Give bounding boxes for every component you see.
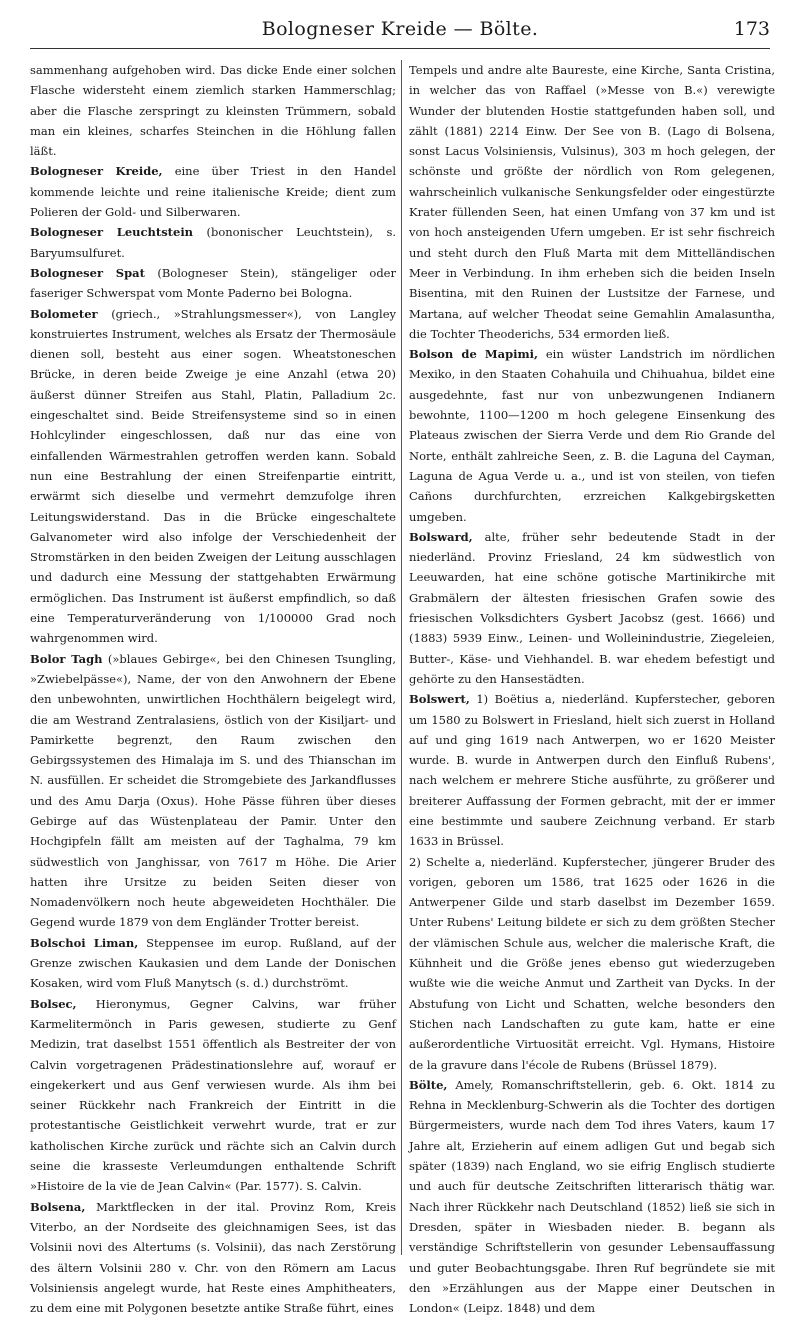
dictionary-entry: [30, 933, 396, 994]
dictionary-entry: [30, 649, 396, 933]
entry-headword: Bolsward,: [409, 529, 473, 544]
dictionary-entry: [409, 852, 775, 1075]
dictionary-entry: [409, 1075, 775, 1318]
right-column: [409, 60, 776, 1316]
entry-headword: Bolsec,: [30, 996, 77, 1011]
dictionary-entry: [409, 527, 775, 689]
entry-text: 2) Schelte a, niederländ. Kupferstecher, jüngerer Bruder des vorigen, geboren um 1586, trat 1625 oder 1626 in die Antwerpener Gilde und starb daselbst im Dezember 1659. Unter Rubens' Leitung bildete er sich zu dem größten Stecher der vlämischen Schule aus, welcher die malerische Kraft, die Kühnheit und die Größe jenes ebenso gut wiederzugeben wußte wie die weiche Anmut und Zartheit van Dycks. In der Abstufung von Licht und Schatten, welche besonders den Stichen nach Landschaften zu gute kam, hatte er eine außerordentliche Virtuosität erreicht. Vgl. Hymans, Histoire de la gravure dans l'école de Rubens (Brüssel 1879).: [409, 854, 775, 1072]
entry-headword: Bolson de Mapimi,: [409, 347, 539, 362]
entry-text: eine über Triest in den Handel kommende leichte und reine italienische Kreide; dient zum Polieren der Gold- und Silberwaren.: [30, 164, 397, 220]
entry-text: Amely, Romanschriftstellerin, geb. 6. Okt. 1814 zu Rehna in Mecklenburg-Schwerin als die Tochter des dortigen Bürgermeisters, wurde nach dem Tod ihres Vaters, kaum 17 Jahre alt, Erzieherin auf einem adligen Gut und begab sich später (1839) nach England, wo sie eifrig Englisch studierte und auch für deutsche Zeitschriften litterarisch thätig war. Nach ihrer Rückkehr nach Deutschland (1852) ließ sie sich in Dresden, später in Wiesbaden nieder. B. begann als verständige Schriftstellerin von gesunder Lebensauffassung und guter Beobachtungsgabe. Ihren Ruf begründete sie mit den »Erzählungen aus der Mappe einer Deutschen in London« (Leipz. 1848) und dem: [409, 1077, 776, 1316]
entry-text: 1) Boëtius a, niederländ. Kupferstecher, geboren um 1580 zu Bolswert in Friesland, hielt sich zuerst in Holland auf und ging 1619 nach Antwerpen, wo er 1620 Meister wurde. B. wurde in Antwerpen durch den Einfluß Rubens', nach welchem er mehrere Stiche ausführte, zu größerer und breiterer Auffassung der Formen gebracht, mit der er immer eine bestimmte und saubere Zeichnung verband. Er starb 1633 in Brüssel.: [409, 692, 776, 849]
running-title: Bologneser Kreide — Bölte.: [261, 18, 539, 40]
dictionary-entry: [409, 689, 775, 851]
dictionary-entry: [409, 344, 775, 527]
entry-headword: Bolswert,: [409, 692, 470, 707]
entry-headword: Bologneser Leuchtstein: [30, 225, 194, 240]
entry-text: alte, früher sehr bedeutende Stadt in der niederländ. Provinz Friesland, 24 km südwestlich von Leeuwarden, hat eine schöne gotische Martinikirche mit Grabmälern der ältesten friesischen Grafen sowie des friesischen Volksdichters Gysbert Jacobsz (gest. 1666) und (1883) 5939 Einw., Leinen- und Wolleinindustrie, Ziegeleien, Butter-, Käse- und Viehhandel. B. war ehedem befestigt und gehörte zu den Hansestädten.: [409, 529, 775, 686]
dictionary-entry: [30, 304, 396, 649]
dictionary-entry: [409, 60, 775, 344]
dictionary-entry: [30, 222, 396, 263]
entry-text: (Bologneser Stein), stängeliger oder faseriger Schwerspat vom Monte Paderno bei Bologna.: [30, 265, 396, 301]
entry-text: sammenhang aufgehoben wird. Das dicke Ende einer solchen Flasche widersteht einem ziemlich starken Hammerschlag; aber die Flasche zerspringt zu kleinsten Trümmern, sobald man ein kleines, scharfes Steinchen in die Höhlung fallen läßt.: [30, 63, 396, 159]
entry-text: (griech., »Strahlungsmesser«), von Langley konstruiertes Instrument, welches als Ersatz der Thermosäule dienen soll, besteht aus einer sogen. Wheatstoneschen Brücke, in deren beide Zweige je eine Anzahl (etwa 20) äußerst dünner Streifen aus Stahl, Platin, Palladium 2c. eingeschaltet sind. Beide Streifensysteme sind so in einen Hohlcylinder eingeschlossen, daß nur das eine von einfallenden Wärmestrahlen getroffen werden kann. Sobald nun eine Bestrahlung der einen Streifenpartie eintritt, erwärmt sich dieselbe und vermehrt demzufolge ihren Leitungswiderstand. Das in die Brücke eingeschaltete Galvanometer wird also infolge der Verschiedenheit der Stromstärken in den beiden Zweigen der Leitung ausschlagen und dadurch eine Messung der stattgehabten Erwärmung ermöglichen. Das Instrument ist äußerst empfindlich, so daß eine Temperaturveränderung von 1/100000 Grad noch wahrgenommen wird.: [30, 306, 396, 646]
entry-text: (»blaues Gebirge«, bei den Chinesen Tsungling, »Zwiebelpässe«), Name, der von den Anwohnern der Ebene den unbewohnten, unwirtlichen Hochthälern beigelegt wird, die am Westrand Zentralasiens, östlich von der Kisiljart- und Pamirkette begrenzt, den Raum zwischen den Gebirgssystemen des Himalaja im S. und des Thianschan im N. ausfüllen. Er scheidet die Stromgebiete des Jarkandflusses und des Amu Darja (Oxus). Hohe Pässe führen über dieses Gebirge auf das Wüstenplateau der Pamir. Unter den Hochgipfeln fällt am meisten auf der Taghalma, 79 km südwestlich von Janghissar, von 7617 m Höhe. Die Arier hatten ihre Ursitze zu beiden Seiten dieser von Nomadenvölkern noch heute abgeweideten Hochthäler. Die Gegend wurde 1879 von dem Engländer Trotter bereist.: [30, 651, 397, 930]
page-number: 173: [733, 18, 770, 40]
dictionary-entry: [30, 1197, 396, 1318]
entry-text: Marktflecken in der ital. Provinz Rom, Kreis Viterbo, an der Nordseite des gleichnamigen Sees, ist das Volsinii novi des Altertums (s. Volsinii), das nach Zerstörung des ältern Volsinii 280 v. Chr. von den Römern am Lacus Volsiniensis angelegt wurde, hat Reste eines Amphitheaters, zu dem eine mit Polygonen besetzte antike Straße führt, eines: [30, 1199, 397, 1316]
entry-text: Steppensee im europ. Rußland, auf der Grenze zwischen Kaukasien und dem Lande der Donischen Kosaken, wird vom Fluß Manytsch (s. d.) durchströmt.: [30, 935, 396, 991]
entry-headword: Bolor Tagh: [30, 651, 103, 666]
dictionary-entry: [30, 60, 396, 161]
entry-text: Tempels und andre alte Baureste, eine Kirche, Santa Cristina, in welcher das von Raffael (»Messe von B.«) verewigte Wunder der blutenden Hostie stattgefunden haben soll, und zählt (1881) 2214 Einw. Der See von B. (Lago di Bolsena, sonst Lacus Volsiniensis, Vulsinus), 303 m hoch gelegen, der schönste und größte der nördlich von Rom gelegenen, wahrscheinlich vulkanische Senkungsfelder oder eingestürzte Krater füllenden Seen, hat einen Umfang von 37 km und ist von hoch ansteigenden Ufern umgeben. Er ist sehr fischreich und steht durch den Fluß Marta mit dem Mittelländischen Meer in Verbindung. In ihm erheben sich die beiden Inseln Bisentina, mit den Ruinen der Lustsitze der Farnese, und Martana, auf welcher Theodat seine Gemahlin Amalasuntha, die Tochter Theoderichs, 534 ermorden ließ.: [409, 63, 775, 341]
dictionary-entry: [30, 994, 396, 1197]
entry-headword: Bolometer: [30, 306, 98, 321]
dictionary-entry: [30, 161, 396, 222]
entry-text: Hieronymus, Gegner Calvins, war früher Karmelitermönch in Paris gewesen, studierte zu Genf Medizin, trat daselbst 1551 öffentlich als Bestreiter der von Calvin vorgetragenen Prädestinationslehre auf, worauf er eingekerkert und aus Genf verwiesen wurde. Als ihm bei seiner Rückkehr nach Frankreich der Eintritt in die protestantische Geistlichkeit verwehrt wurde, trat er zur katholischen Kirche zurück und rächte sich an Calvin durch seine die krasseste Verleumdungen enthaltende Schrift »Histoire de la vie de Jean Calvin« (Par. 1577). S. Calvin.: [30, 996, 397, 1194]
entry-text: (bononischer Leuchtstein), s. Baryumsulfuret.: [30, 225, 397, 260]
entry-headword: Bologneser Kreide,: [30, 164, 163, 179]
entry-text: ein wüster Landstrich im nördlichen Mexiko, in den Staaten Cohahuila und Chihuahua, bildet eine ausgedehnte, fast nur von unbezwungenen Indianern bewohnte, 1100—1200 m hoch gelegene Einsenkung des Plateaus zwischen der Sierra Verde und dem Rio Grande del Norte, enthält zahlreiche Seen, z. B. die Laguna del Cayman, Laguna de Agua Verde u. a., und ist von steilen, von tiefen Cañons durchfurchten, erzreichen Kalkgebirgsketten umgeben.: [409, 347, 775, 524]
dictionary-entry: [30, 263, 396, 304]
left-column: [30, 60, 397, 1316]
entry-headword: Bologneser Spat: [30, 265, 145, 280]
entry-headword: Bolschoi Liman,: [30, 935, 139, 950]
entry-headword: Bölte,: [409, 1077, 448, 1092]
page-header: [30, 14, 770, 49]
entry-headword: Bolsena,: [30, 1199, 86, 1214]
column-divider: [401, 60, 402, 1255]
